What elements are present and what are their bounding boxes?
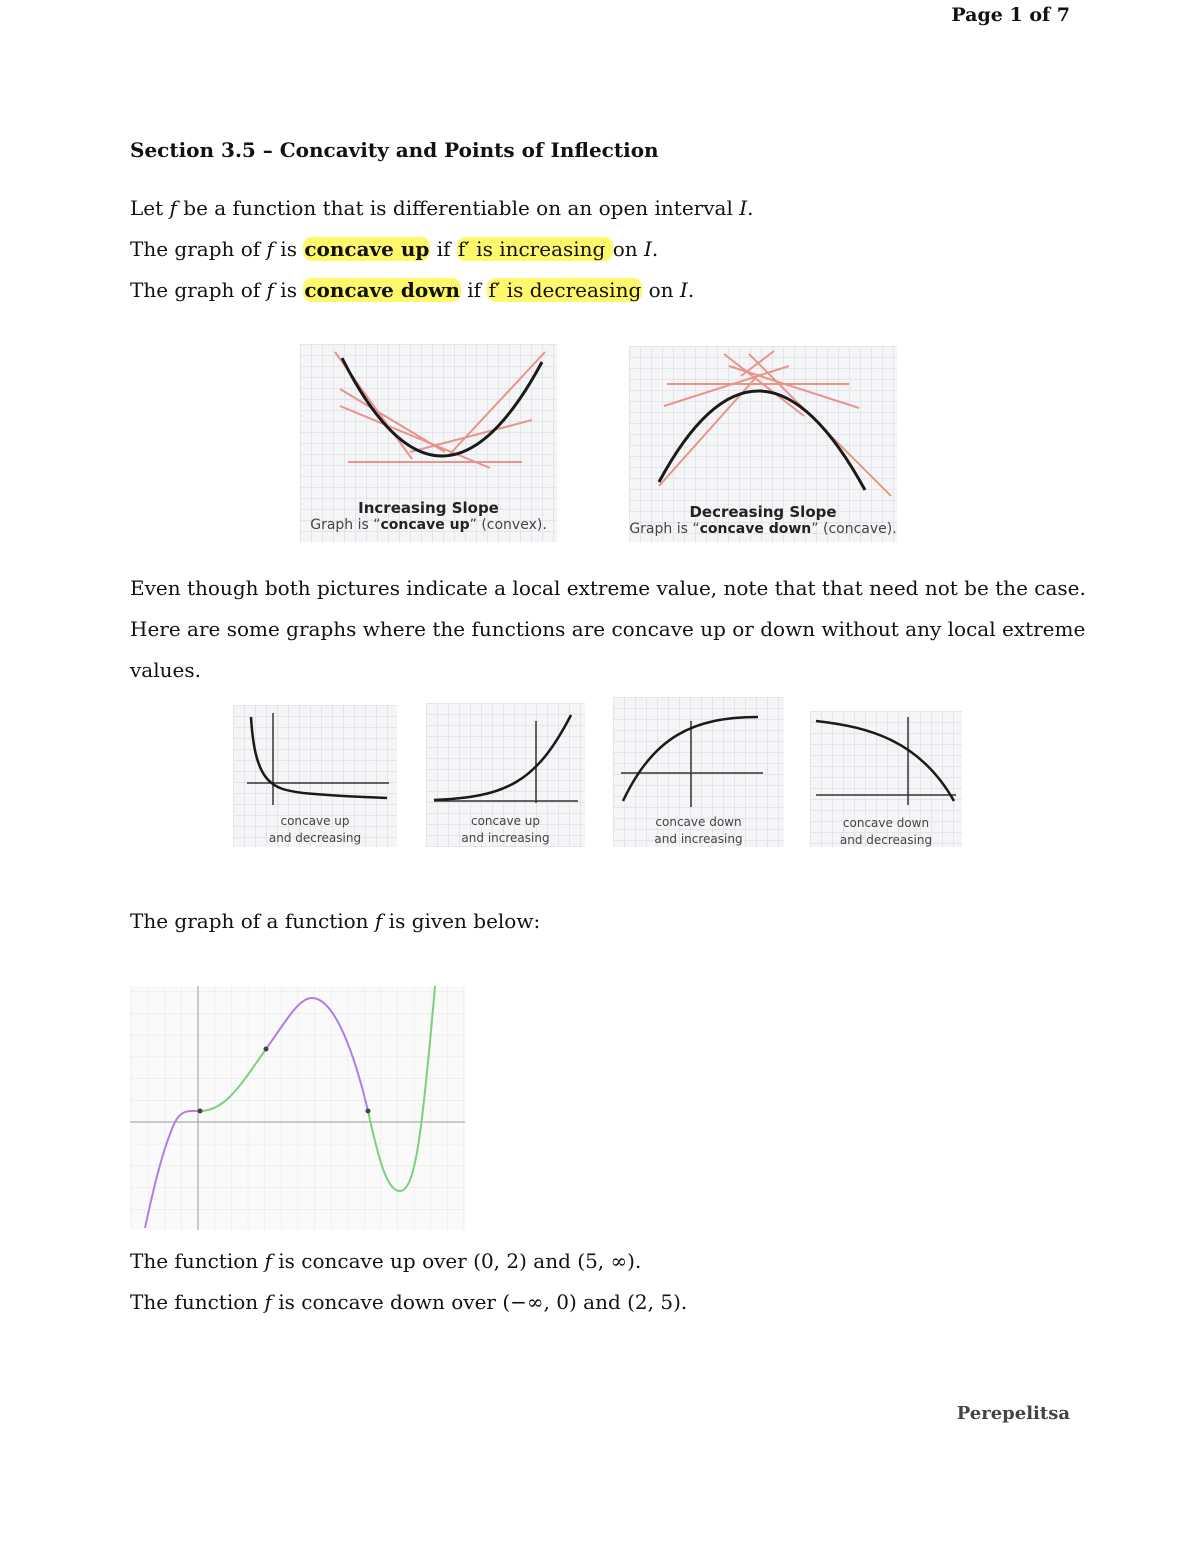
figure-title: Decreasing Slope <box>689 503 837 521</box>
function-graph <box>130 986 465 1230</box>
math-f: f <box>266 237 274 261</box>
concave-down-graph <box>629 346 897 506</box>
text: The function <box>130 1249 265 1273</box>
text: if <box>460 278 488 302</box>
math-I: I <box>643 237 652 261</box>
conclusion-concave-down <box>130 1290 687 1314</box>
paragraph-line-2: Here are some graphs where the functions are concave up or down without any local extreme <box>130 617 1086 641</box>
text: and <box>526 1249 578 1273</box>
highlight-concave-up: concave up <box>304 237 430 261</box>
figure-concave-down <box>629 346 897 542</box>
math-f: f <box>374 909 383 933</box>
text: be a function that is differentiable on an open interval <box>176 196 740 220</box>
text: on <box>612 237 644 261</box>
text: . <box>651 237 659 261</box>
interval: (−∞, 0) <box>502 1290 577 1314</box>
figure-caption: Graph is “concave down” (concave). <box>629 521 897 537</box>
small-figure-concave-up-increasing <box>426 703 585 847</box>
interval: (0, 2) <box>473 1249 527 1273</box>
figure-concave-up <box>300 344 557 542</box>
small-figure-concave-down-decreasing <box>810 711 962 847</box>
caption-line-1: concave down <box>842 816 930 830</box>
page-number: Page 1 of 7 <box>951 4 1070 26</box>
math-f: f <box>266 278 274 302</box>
text: and <box>576 1290 628 1314</box>
highlight-fprime-decreasing: f′ is decreasing <box>488 278 642 302</box>
highlight-concave-down: concave down <box>304 278 460 302</box>
text: The function <box>130 1290 265 1314</box>
caption-line-1: concave up <box>470 814 541 828</box>
highlight-fprime-increasing: f′ is increasing <box>457 237 612 261</box>
text: is concave up over <box>271 1249 474 1273</box>
math-I: I <box>739 196 748 220</box>
concave-down-decreasing-graph <box>810 711 962 811</box>
definition-line-1 <box>130 196 753 220</box>
text: The graph of <box>130 278 267 302</box>
text: The graph of a function <box>130 909 375 933</box>
interval: (5, ∞) <box>577 1249 635 1273</box>
graph-intro <box>130 909 540 933</box>
figure-title: Increasing Slope <box>358 499 499 517</box>
math-f: f <box>264 1249 272 1273</box>
text: if <box>430 237 457 261</box>
concave-down-increasing-graph <box>613 697 784 809</box>
small-figure-concave-up-decreasing <box>233 705 397 847</box>
text: . <box>747 196 754 220</box>
paragraph-line-1: Even though both pictures indicate a local extreme value, note that that need not be the case. <box>130 576 1086 600</box>
text: The graph of <box>130 237 267 261</box>
section-title: Section 3.5 – Concavity and Points of Inflection <box>130 138 659 162</box>
author-footer: Perepelitsa <box>956 1403 1070 1424</box>
math-f: f <box>169 196 177 220</box>
concave-up-graph <box>300 344 557 504</box>
caption-line-2: and increasing <box>461 831 550 845</box>
concave-up-decreasing-graph <box>233 705 397 810</box>
function-graph-svg <box>130 986 465 1230</box>
caption-line-2: and increasing <box>654 832 743 846</box>
interval: (2, 5) <box>627 1290 681 1314</box>
text: . <box>687 278 695 302</box>
text: is <box>273 278 304 302</box>
math-f: f <box>264 1290 272 1314</box>
text: is given below: <box>382 909 541 933</box>
small-figure-concave-down-increasing <box>613 697 784 847</box>
concave-up-increasing-graph <box>426 703 585 808</box>
text: is concave down over <box>271 1290 503 1314</box>
figure-caption: Graph is “concave up” (convex). <box>310 517 547 533</box>
caption-line-2: and decreasing <box>839 833 933 847</box>
paragraph-line-3: values. <box>130 658 201 682</box>
text: . <box>680 1290 688 1314</box>
definition-line-2 <box>130 237 658 261</box>
conclusion-concave-up <box>130 1249 641 1273</box>
caption-line-1: concave up <box>280 814 350 828</box>
caption-line-2: and decreasing <box>268 831 362 845</box>
text: Let <box>130 196 170 220</box>
caption-line-1: concave down <box>655 815 742 829</box>
text: is <box>273 237 304 261</box>
text: . <box>634 1249 642 1273</box>
definition-line-3 <box>130 278 694 302</box>
math-I: I <box>679 278 688 302</box>
text: on <box>642 278 680 302</box>
